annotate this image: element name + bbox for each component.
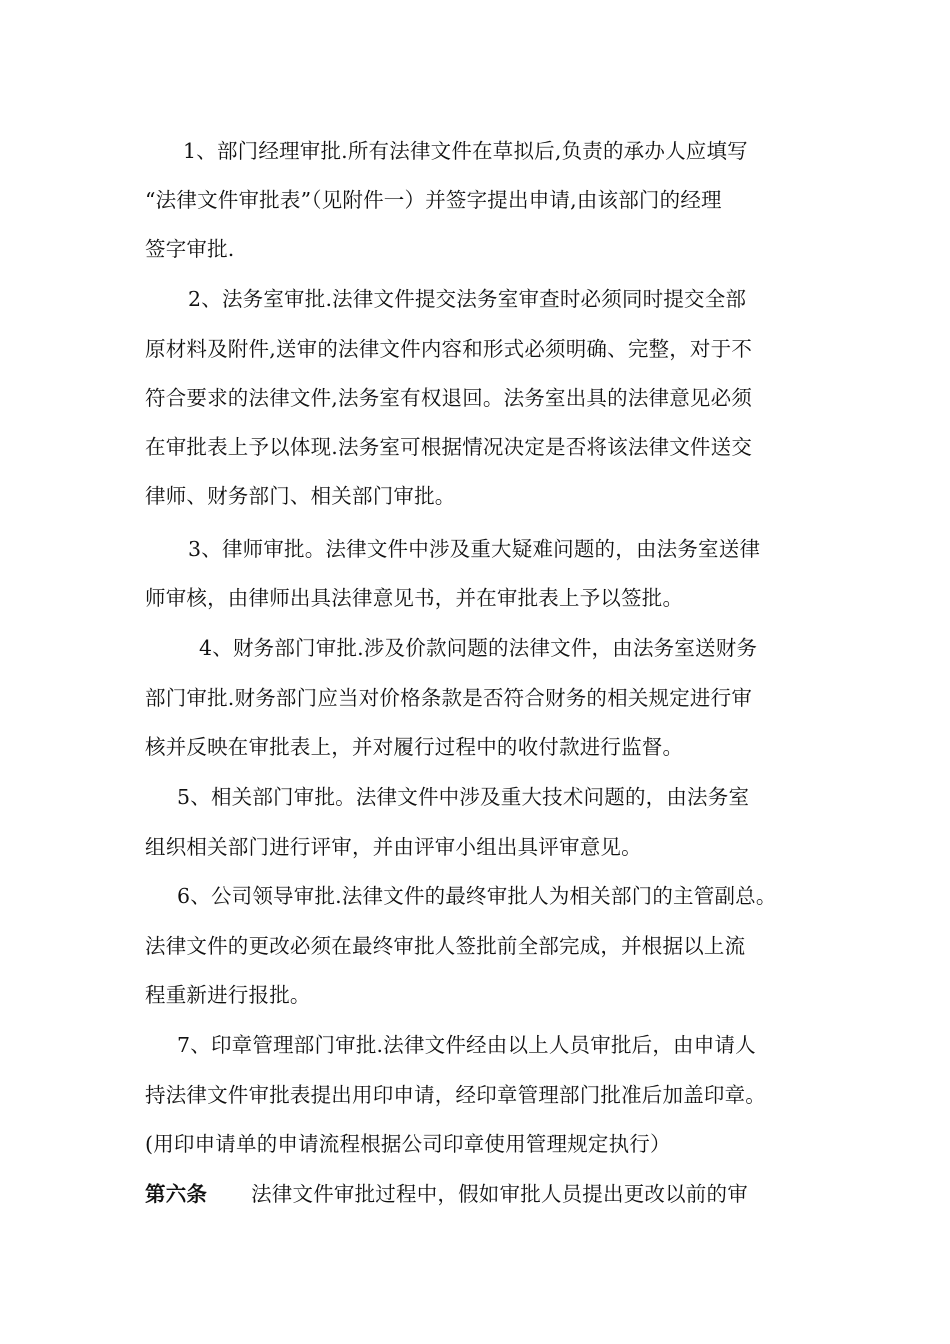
item-6-line-2: 法律文件的更改必须在最终审批人签批前全部完成，并根据以上流: [145, 934, 746, 958]
item-5-line-2: 组织相关部门进行评审，并由评审小组出具评审意见。: [145, 835, 642, 859]
item-5-line-1: 5、相关部门审批。法律文件中涉及重大技术问题的，由法务室: [177, 785, 750, 809]
item-3-line-1: 3、律师审批。法律文件中涉及重大疑难问题的，由法务室送律: [188, 537, 761, 561]
item-2-line-5: 律师、财务部门、相关部门审批。: [145, 484, 456, 508]
item-4-line-3: 核并反映在审批表上，并对履行过程中的收付款进行监督。: [145, 735, 684, 759]
article-6-line: [145, 1180, 748, 1208]
item-7-line-1: 7、印章管理部门审批.法律文件经由以上人员审批后，由申请人: [177, 1033, 756, 1057]
article-6-text: 法律文件审批过程中，假如审批人员提出更改以前的审: [251, 1182, 748, 1206]
item-1-line-2: “法律文件审批表”（见附件一）并签字提出申请,由该部门的经理: [145, 188, 722, 212]
item-7-line-3: (用印申请单的申请流程根据公司印章使用管理规定执行）: [145, 1132, 671, 1156]
item-4-line-1: 4、财务部门审批.涉及价款问题的法律文件，由法务室送财务: [199, 636, 758, 660]
item-2-line-1: 2、法务室审批.法律文件提交法务室审查时必须同时提交全部: [188, 287, 747, 311]
item-2-line-2: 原材料及附件,送审的法律文件内容和形式必须明确、完整，对于不: [145, 337, 753, 361]
item-6-line-1: 6、公司领导审批.法律文件的最终审批人为相关部门的主管副总。: [177, 884, 777, 908]
item-2-line-4: 在审批表上予以体现.法务室可根据情况决定是否将该法律文件送交: [145, 435, 753, 459]
item-2-line-3: 符合要求的法律文件,法务室有权退回。法务室出具的法律意见必须: [145, 386, 753, 410]
item-6-line-3: 程重新进行报批。: [145, 983, 311, 1007]
item-1-line-1: 1、部门经理审批.所有法律文件在草拟后,负责的承办人应填写: [183, 139, 748, 163]
item-3-line-2: 师审核，由律师出具法律意见书，并在审批表上予以签批。: [145, 586, 684, 610]
item-1-line-3: 签字审批.: [145, 237, 235, 261]
item-4-line-2: 部门审批.财务部门应当对价格条款是否符合财务的相关规定进行审: [145, 686, 753, 710]
article-6-label: 第六条: [145, 1182, 208, 1206]
item-7-line-2: 持法律文件审批表提出用印申请，经印章管理部门批准后加盖印章。: [145, 1083, 766, 1107]
